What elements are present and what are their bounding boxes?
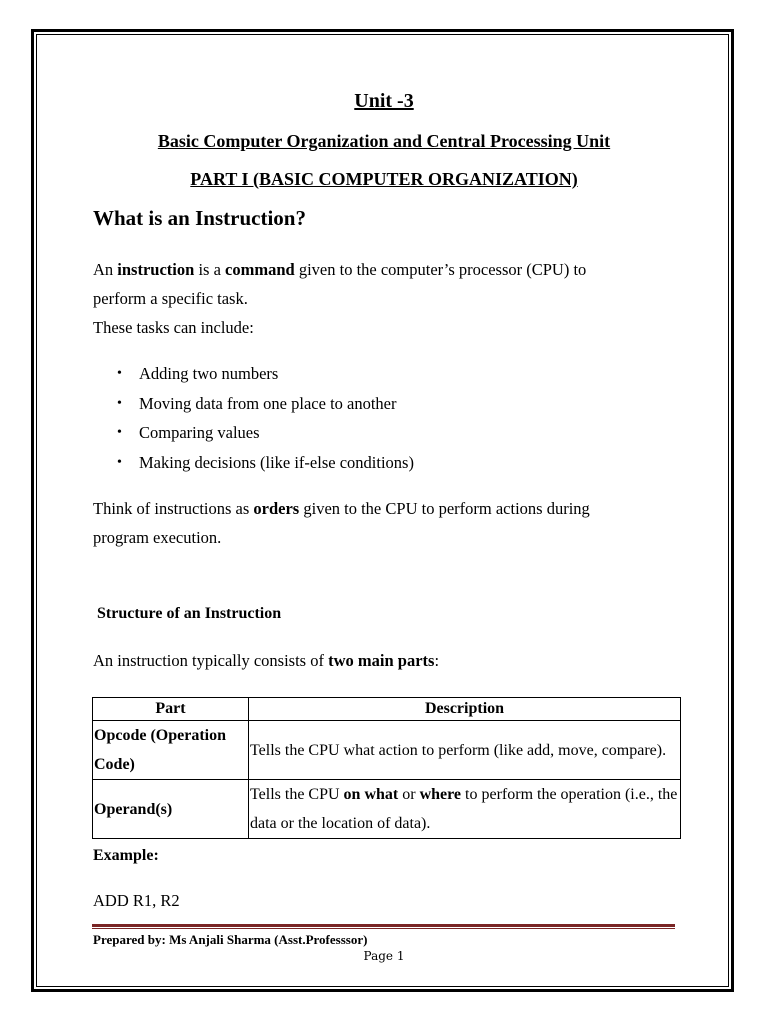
bullet-icon: • [117, 366, 122, 381]
section-heading-instruction: What is an Instruction? [93, 206, 306, 230]
text-span: Think of instructions as [93, 499, 254, 518]
table-header-part: Part [93, 698, 249, 721]
section-heading-structure: Structure of an Instruction [97, 605, 282, 622]
tasks-list [93, 364, 414, 482]
page-number: Page 1 [363, 949, 405, 963]
table-header-row [93, 698, 681, 721]
list-item [93, 453, 414, 483]
text-span: Tells the CPU [250, 786, 344, 803]
list-item-text: Moving data from one place to another [139, 393, 397, 413]
bold-term: instruction [117, 260, 195, 279]
text-span: given to the CPU to perform actions during [299, 499, 590, 518]
table-cell-part: Operand(s) [93, 780, 249, 839]
table-cell-description: Tells the CPU what action to perform (like add, move, compare). [249, 721, 681, 780]
footer-rule [92, 924, 675, 927]
footer-prepared-by: Prepared by: Ms Anjali Sharma (Asst.Professsor) [93, 932, 368, 947]
table-row [93, 780, 681, 839]
paragraph-orders-line2: program execution. [93, 528, 222, 547]
bold-term: on what [343, 786, 399, 803]
paragraph-two-parts [93, 651, 439, 671]
example-label: Example: [93, 847, 159, 864]
example-code: ADD R1, R2 [93, 891, 180, 910]
text-span: An instruction typically consists of [93, 651, 329, 670]
paragraph-tasks-intro: These tasks can include: [93, 318, 254, 337]
list-item-text: Comparing values [139, 423, 260, 442]
part-title: PART I (BASIC COMPUTER ORGANIZATION) [190, 169, 578, 189]
table-header-description: Description [249, 698, 681, 721]
text-span: An [93, 260, 118, 279]
table-cell-part: Opcode (Operation Code) [93, 721, 249, 780]
list-item-text: Adding two numbers [139, 364, 279, 383]
instruction-parts-table [92, 697, 681, 839]
list-item [93, 423, 414, 453]
list-item-text: Making decisions (like if-else conditions) [139, 452, 414, 472]
text-span: or [398, 786, 420, 803]
text-span: is a [194, 260, 226, 279]
table-cell-description [249, 780, 681, 839]
text-span: : [434, 651, 440, 670]
bullet-icon: • [117, 395, 122, 411]
paragraph-definition-line1 [93, 260, 586, 280]
bold-term: where [419, 786, 462, 803]
bold-term: two main parts [328, 651, 435, 670]
list-item [93, 394, 414, 424]
list-item [93, 364, 414, 394]
text-span: given to the computer’s processor (CPU) to [294, 260, 587, 279]
footer-rule-thin [92, 928, 675, 929]
bold-term: orders [253, 499, 300, 518]
text-span: to perform the operation (i.e., the data or the location of data). [250, 786, 678, 832]
document-title: Basic Computer Organization and Central Processing Unit [157, 131, 611, 151]
bullet-icon: • [117, 454, 122, 470]
paragraph-definition-line2: perform a specific task. [93, 289, 248, 308]
unit-title: Unit -3 [354, 90, 414, 112]
bullet-icon: • [117, 425, 122, 440]
table-row [93, 721, 681, 780]
paragraph-orders-line1 [93, 499, 590, 519]
bold-term: command [225, 260, 295, 279]
